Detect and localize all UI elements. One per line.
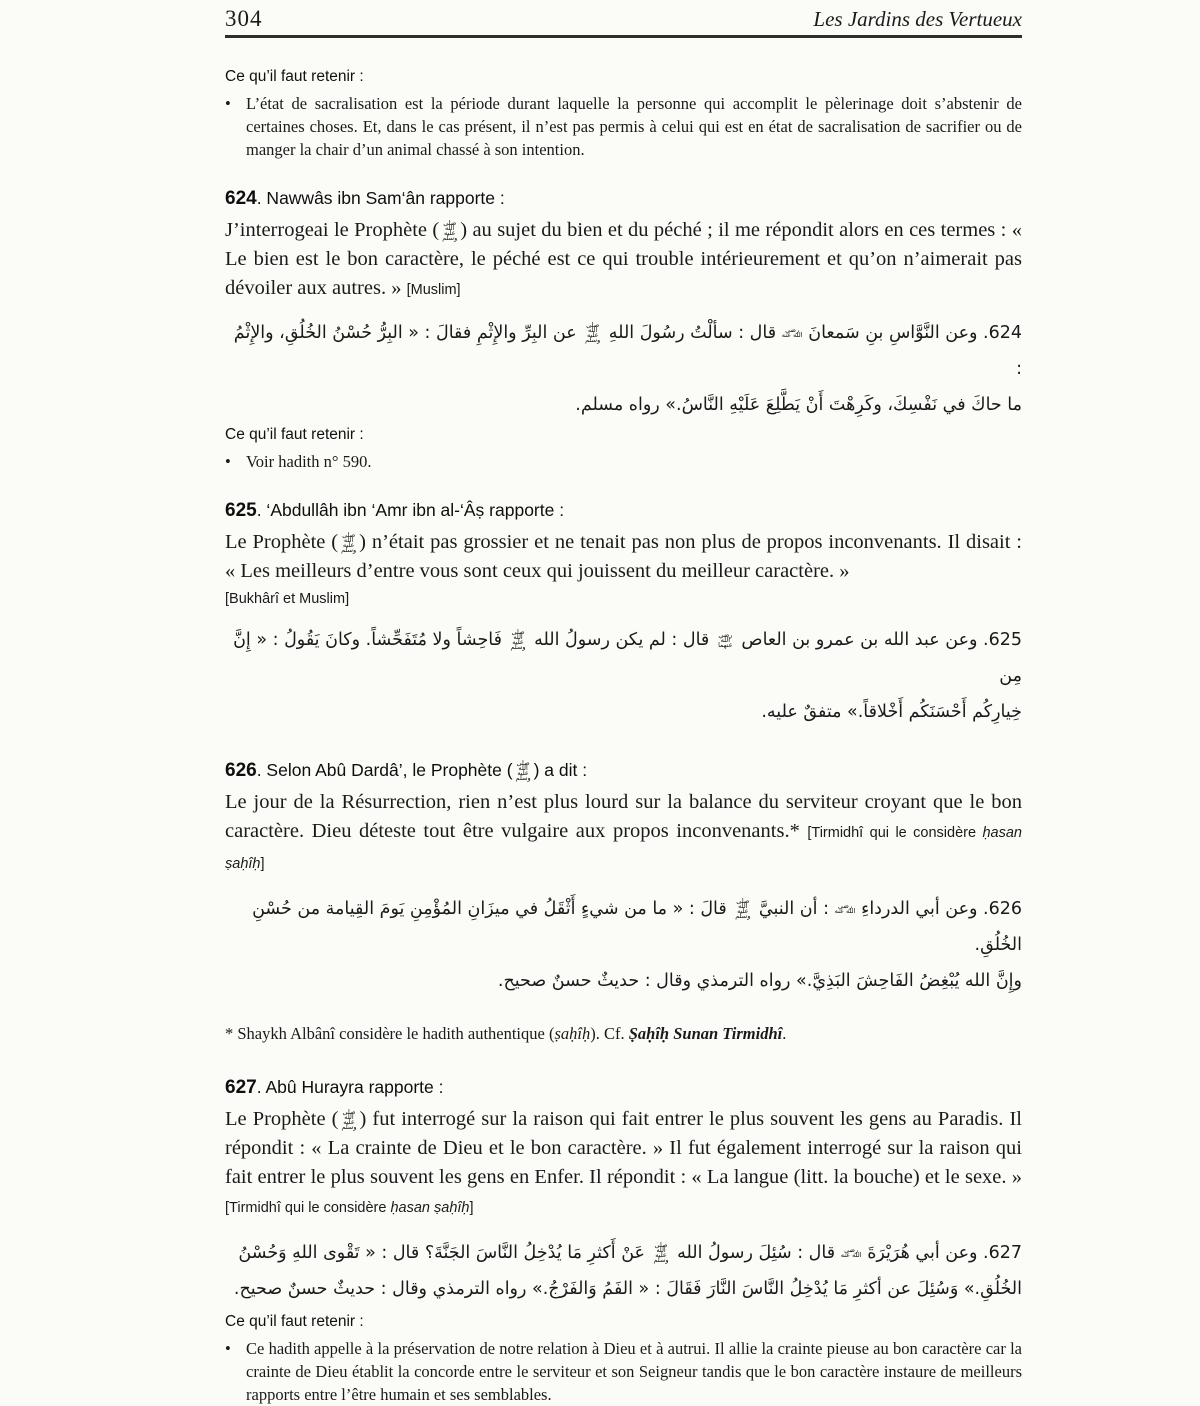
hadith-arabic (225, 1235, 1022, 1307)
retenir-note-intro (225, 68, 1022, 161)
hadith-arabic (225, 891, 1022, 999)
prophet-honorific-icon: صلى الله عليه وسلم (341, 531, 357, 555)
arabic-line (225, 694, 1022, 730)
text-segment: . Nawwâs ibn Sam‘ân rapporte : (256, 188, 505, 208)
arabic-line (225, 891, 1022, 963)
header-rule (225, 35, 1022, 38)
arabic-line (225, 315, 1022, 387)
text-segment: الخُلُقِ.» وَسُئِلَ عن أكثرِ مَا يُدْخِلُ النَّاسَ النَّارَ فَقَالَ : « الفَمُ وَالفَرْجُ.» رواه الترمذي وقال : حديثٌ حسنٌ صحيح. (233, 1279, 1022, 1299)
arabic-line (225, 387, 1022, 423)
prophet-honorific-icon: صلى الله عليه وسلم (442, 219, 458, 243)
text-segment: خِيارِكُم أَحْسَنَكُم أَخْلاقاً.» متفقٌ عليه. (761, 702, 1022, 722)
hadith-number: 626 (225, 760, 257, 781)
retenir-bullet-item (225, 450, 1022, 473)
text-segment: فَاحِشاً ولا مُتَفَحِّشاً. وكانَ يَقُولُ : « إِنَّ مِن (233, 630, 1022, 686)
hadith-narrator (257, 1077, 444, 1097)
text-segment: 624. وعن النَّوَّاسِ بنِ سَمعانَ (802, 323, 1022, 343)
hadith-heading (225, 500, 1022, 522)
hadith-narrator (256, 759, 588, 783)
hadith-number: 627 (225, 1077, 257, 1098)
text-segment: ) a dit : (533, 760, 588, 780)
prophet-honorific-icon: صلى الله عليه وسلم (653, 1241, 669, 1264)
text-segment: . Selon Abû Dardâ’, le Prophète ( (256, 760, 513, 780)
companion-honorific-icon: رضي الله عنهما (718, 630, 733, 649)
retenir-bullet-text: Voir hadith n° 590. (246, 452, 372, 471)
prophet-honorific-icon: صلى الله عليه وسلم (515, 759, 531, 783)
text-segment: ). Cf. (590, 1024, 629, 1043)
text-segment: [Tirmidhî qui le considère (807, 825, 983, 841)
hadith-translation (225, 216, 1022, 305)
text-segment: Le jour de la Résurrection, rien n’est plus lourd sur la balance du serviteur croyant que le bon caractère. Dieu déteste tout être vulgaire aux propos inconvenants.* (225, 791, 1022, 842)
text-segment: ḥasan ṣaḥîḥ (225, 825, 1022, 872)
hadith-heading (225, 1077, 1022, 1099)
text-segment: 625. وعن عبد الله بن عمرو بن العاص (735, 630, 1022, 650)
arabic-line (225, 622, 1022, 694)
text-segment: * Shaykh Albânî considère le hadith authentique ( (225, 1024, 555, 1043)
text-segment: عن البِرِّ والإِثْمِ فقالَ : « البِرُّ حُسْنُ الخُلُقِ، والإِثْمُ : (233, 323, 1022, 379)
companion-honorific-icon: رضي الله عنه (781, 326, 803, 339)
text-segment: عَنْ أَكثرِ مَا يُدْخِلُ النَّاسَ الجَنَّةَ؟ قال : « تَقْوى اللهِ وَحُسْنُ (238, 1243, 651, 1263)
text-segment: قال : سُئِلَ رسولُ الله (671, 1243, 841, 1263)
retenir-note-624 (225, 426, 1022, 473)
prophet-honorific-icon: صلى الله عليه وسلم (510, 628, 526, 651)
hadith-arabic (225, 315, 1022, 423)
text-segment: ) fut interrogé sur la raison qui fait entrer le plus souvent les gens au Paradis. Il répondit : « La crainte de Dieu et le bon caractère. » Il fut également interrogé sur la raison qui fait entrer le plus souvent les gens en Enfer. Il répondit : « La langue (litt. la bouche) et le sexe. » (225, 1108, 1022, 1188)
hadith-source (225, 590, 1022, 608)
text-segment: قال : لم يكن رسولُ الله (528, 630, 715, 650)
hadith-624 (225, 188, 1022, 473)
bullet-icon: • (225, 94, 231, 113)
text-segment: Le Prophète ( (225, 531, 339, 553)
text-segment: ) n’était pas grossier et ne tenait pas non plus de propos inconvenants. Il disait : « Les meilleurs d’entre vous sont ceux qui jouissent du meilleur caractère. » (225, 531, 1023, 582)
prophet-honorific-icon: صلى الله عليه وسلم (585, 321, 601, 344)
arabic-line (225, 1271, 1022, 1307)
text-segment: 627. وعن أبي هُرَيْرَةَ (861, 1243, 1022, 1263)
text-segment: ḥasan ṣaḥîḥ (390, 1200, 470, 1216)
prophet-honorific-icon: صلى الله عليه وسلم (735, 897, 751, 920)
hadith-translation (225, 1105, 1022, 1223)
text-segment: Le Prophète ( (225, 1108, 339, 1130)
text-segment: Ṣaḥîḥ Sunan Tirmidhî (628, 1024, 783, 1043)
hadith-number: 625 (225, 500, 257, 521)
text-segment: قالَ : « ما من شيءٍ أَثْقَلُ في ميزَانِ المُؤْمِنِ يَومَ القِيامة من حُسْنِ الخُلُقِ. (252, 899, 1022, 955)
text-segment: 626. وعن أبي الدرداءِ (855, 899, 1022, 919)
page-number: 304 (225, 6, 263, 31)
retenir-note-627 (225, 1313, 1022, 1406)
hadith-heading (225, 760, 1022, 782)
retenir-bullet-text: L’état de sacralisation est la période durant laquelle la personne qui accomplit le pèlerinage doit s’abstenir de certaines choses. Et, dans le cas présent, il n’est pas permis à celui qui est en état de sacralisation de sacrifier ou de manger la chair d’un animal chassé à son intention. (246, 94, 1022, 159)
arabic-line (225, 963, 1022, 999)
hadith-arabic (225, 622, 1022, 730)
text-segment: J’interrogeai le Prophète ( (225, 219, 440, 241)
hadith-translation (225, 528, 1022, 586)
text-segment: قال : سألْتُ رسُولَ اللهِ (603, 323, 782, 343)
retenir-label: Ce qu’il faut retenir : (225, 68, 364, 85)
companion-honorific-icon: رضي الله عنه (840, 1246, 862, 1259)
text-segment: . (782, 1024, 787, 1043)
prophet-honorific-icon: صلى الله عليه وسلم (341, 1108, 357, 1132)
arabic-line (225, 1235, 1022, 1271)
bullet-icon: • (225, 1339, 231, 1358)
page-header (225, 6, 1022, 32)
retenir-bullet-item (225, 92, 1022, 161)
retenir-label: Ce qu’il faut retenir : (225, 1313, 364, 1330)
text-segment: . ‘Abdullâh ibn ‘Amr ibn al-‘Âṣ rapporte : (256, 500, 565, 520)
text-segment: : أن النبيَّ (753, 899, 835, 919)
footnote (225, 1023, 1022, 1045)
text-segment: ṣaḥîḥ (554, 1024, 591, 1043)
companion-honorific-icon: رضي الله عنه (834, 902, 856, 915)
book-title: Les Jardins des Vertueux (813, 7, 1022, 31)
text-segment: [Muslim] (406, 282, 461, 298)
hadith-627 (225, 1077, 1022, 1406)
hadith-625 (225, 500, 1022, 730)
text-segment: وإِنَّ الله يُبْغِضُ الفَاحِشَ البَذِيَّ.» رواه الترمذي وقال : حديثٌ حسنٌ صحيح. (497, 971, 1022, 991)
hadith-narrator (257, 500, 564, 520)
text-segment: ) au sujet du bien et du péché ; il me répondit alors en ces termes : « Le bien est le bon caractère, le péché est ce qui trouble intérieurement et qu’on n’aimerait pas dévoiler aux autres. » (225, 219, 1022, 299)
retenir-label: Ce qu’il faut retenir : (225, 426, 364, 443)
bullet-icon: • (225, 452, 231, 471)
book-page (225, 0, 1022, 1406)
hadith-number: 624 (225, 188, 257, 209)
hadith-626 (225, 760, 1022, 1045)
text-segment: [Tirmidhî qui le considère (225, 1200, 391, 1216)
retenir-bullet-item (225, 1337, 1022, 1406)
hadith-heading (225, 188, 1022, 210)
text-segment: . Abû Hurayra rapporte : (256, 1077, 444, 1097)
text-segment: ] (260, 856, 265, 872)
retenir-bullet-text: Ce hadith appelle à la préservation de notre relation à Dieu et à autrui. Il allie la crainte pieuse au bon caractère car la crainte de Dieu établit la concorde entre le serviteur et son Seigneur tandis que le bon caractère instaure de meilleurs rapports entre l’être humain et ses semblables. (246, 1339, 1022, 1404)
hadith-translation (225, 788, 1022, 879)
text-segment: ما حاكَ في نَفْسِكَ، وكَرِهْتَ أَنْ يَطَّلِعَ عَلَيْهِ النَّاسُ.» رواه مسلم. (575, 395, 1022, 415)
hadith-narrator (257, 188, 505, 208)
text-segment: [Bukhârî et Muslim] (225, 591, 350, 607)
text-segment: ] (469, 1200, 474, 1216)
